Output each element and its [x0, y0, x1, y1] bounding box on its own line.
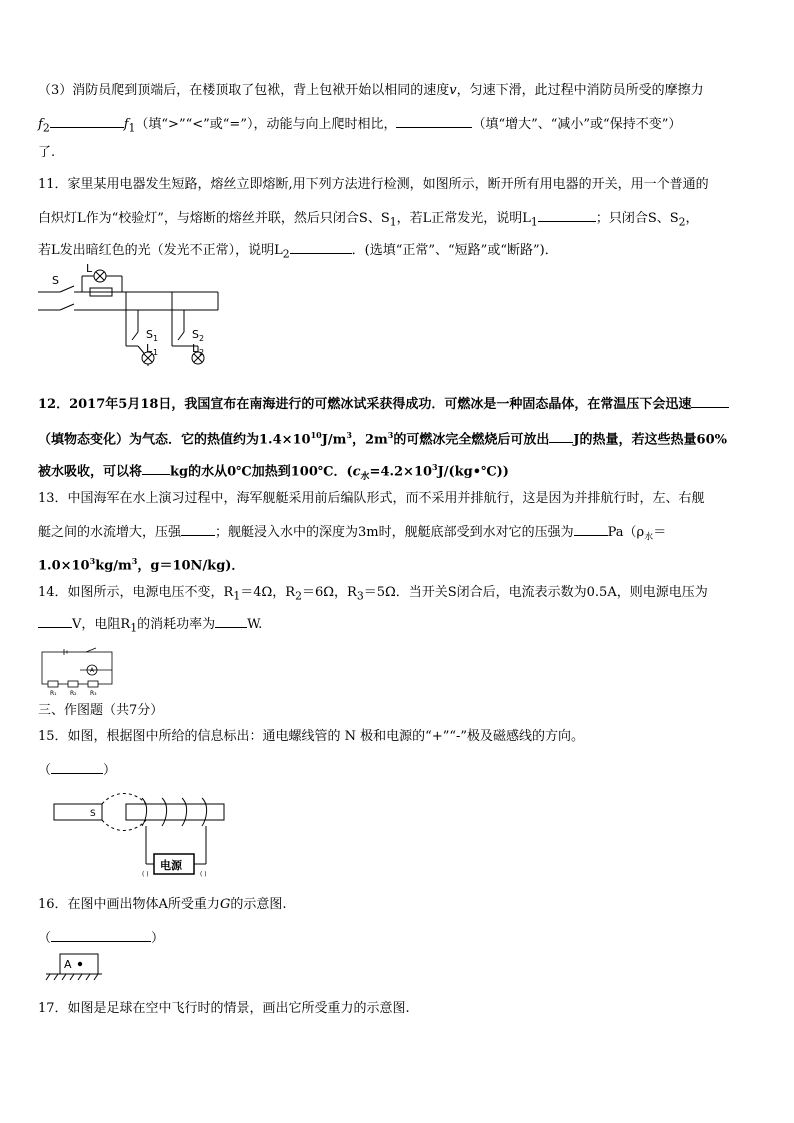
- answer-blank[interactable]: [691, 394, 729, 408]
- q13-line3: $1.0\times 10^3kg/m^3$，g＝10N/kg)．: [38, 556, 245, 574]
- switch-label-s: S: [52, 274, 59, 287]
- answer-blank[interactable]: [215, 614, 247, 628]
- svg-text:R₁: R₁: [50, 690, 57, 697]
- svg-text:2: 2: [199, 348, 205, 357]
- q12-line2: （填物态变化）为气态．它的热值约为$1.4\times 10^{10}J/m^3$，$2m^3$的可燃冰完全燃烧后可放出 J的热量，若这些热量60%: [38, 430, 727, 448]
- svg-text:1: 1: [153, 348, 159, 357]
- answer-blank[interactable]: [290, 240, 352, 254]
- switch-label-s1: S: [146, 328, 153, 341]
- q11-line2: 白炽灯L作为“校验灯”，与熔断的熔丝并联，然后只闭合S、$S_1$，若L正常发光，说明$L_1$ ；只闭合S、$S_2$，: [38, 208, 699, 232]
- lamp-label-l: L: [86, 262, 93, 275]
- answer-blank[interactable]: [50, 114, 124, 128]
- answer-blank[interactable]: [51, 928, 151, 942]
- q16-answer-paren: （ ）: [38, 928, 164, 948]
- answer-blank[interactable]: [538, 208, 596, 222]
- terminal-right[interactable]: ( ): [200, 871, 207, 878]
- q10-end: 了.: [38, 145, 56, 160]
- svg-text:2: 2: [199, 334, 205, 343]
- q10-part3-line1: （3）消防员爬到顶端后，在楼顶取了包袱，背上包袱开始以相同的速度v，匀速下滑，此过程中消防员所受的摩擦力: [38, 83, 704, 98]
- svg-text:A: A: [90, 667, 95, 674]
- q14-line2: V，电阻$R_1$的消耗功率为 W.: [38, 614, 262, 638]
- answer-blank[interactable]: [51, 760, 103, 774]
- power-source-label: 电源: [160, 859, 182, 872]
- svg-text:1: 1: [153, 334, 159, 343]
- q13-line2: 艇之间的水流增大，压强 ；舰艇浸入水中的深度为3m时，舰艇底部受到水对它的压强为 $Pa(\rho_水=$: [38, 522, 666, 547]
- q15-line1: 15．如图，根据图中所给的信息标出：通电螺线管的 N 极和电源的“+”“-”极及磁感线的方向。: [38, 729, 585, 744]
- q15-answer-paren: （ ）: [38, 760, 116, 780]
- lamp-label-l1: L: [146, 342, 153, 355]
- q10-part3-line2: $f_2$ $f_1$（填“>”“<”或“=”），动能与向上爬时相比， （填“增大”、“减小”或“保持不变”）: [38, 114, 681, 138]
- q17-line1: 17．如图是足球在空中飞行时的情景，画出它所受重力的示意图.: [38, 1001, 410, 1016]
- terminal-left[interactable]: ( ): [142, 871, 149, 878]
- q13-line1: 13．中国海军在水上演习过程中，海军舰艇采用前后编队形式，而不采用并排航行，这是因为并排航行时，左、右舰: [38, 491, 705, 506]
- answer-blank[interactable]: [549, 429, 573, 443]
- q15-solenoid-figure: [54, 786, 234, 878]
- q16-block-figure: [46, 950, 102, 982]
- section-heading: 三、作图题（共7分）: [38, 703, 164, 718]
- q12-line1: 12．2017年5月18日，我国宣布在南海进行的可燃冰试采获得成功．可燃冰是一种固态晶体，在常温压下会迅速: [38, 394, 729, 414]
- svg-text:R₂: R₂: [70, 690, 77, 697]
- q14-line1: 14．如图所示，电源电压不变，$R_1=4\Omega$，$R_2=6\Omega$，$R_3=5\Omega$．当开关S闭合后，电流表示数为0.5A，则电源电压为: [38, 585, 708, 603]
- q11-line3: 若L发出暗红色的光（发光不正常），说明$L_2$ ．(选填“正常”、“短路”或“断路”)．: [38, 240, 558, 264]
- answer-blank[interactable]: [38, 614, 72, 628]
- answer-blank[interactable]: [181, 522, 215, 536]
- answer-blank[interactable]: [396, 114, 472, 128]
- answer-blank[interactable]: [142, 461, 170, 475]
- q11-line1: 11．家里某用电器发生短路，熔丝立即熔断,用下列方法进行检测，如图所示，断开所有用电器的开关，用一个普通的: [38, 177, 709, 192]
- switch-label-s2: S: [192, 328, 199, 341]
- answer-blank[interactable]: [574, 522, 608, 536]
- q12-line3: 被水吸收，可以将 kg的水从0℃加热到100℃．$(c_水=4.2\times 10^3J/(kg•℃))$: [38, 462, 509, 482]
- q16-line1: 16．在图中画出物体A所受重力G的示意图.: [38, 897, 287, 912]
- block-label-a: A: [64, 958, 72, 971]
- q14-circuit-figure: [40, 646, 120, 696]
- q11-circuit-figure: [38, 262, 238, 376]
- magnet-s-pole: S: [90, 809, 96, 819]
- svg-text:R₃: R₃: [90, 690, 97, 697]
- lamp-label-l2: L: [192, 342, 199, 355]
